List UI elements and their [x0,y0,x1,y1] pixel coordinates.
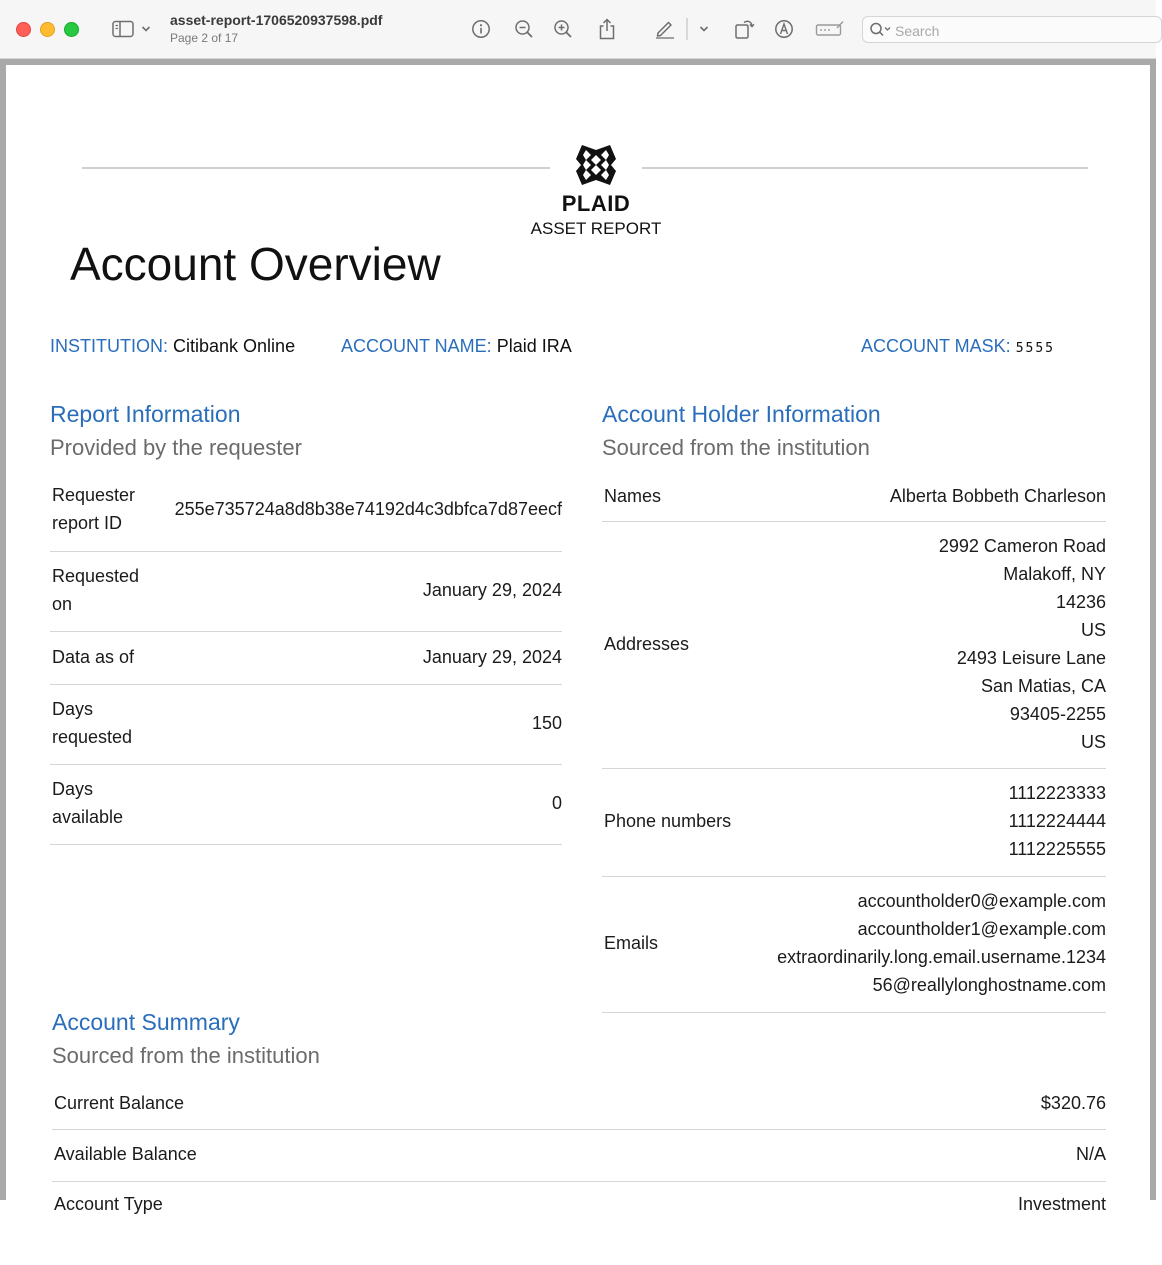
zoom-in-button[interactable] [550,14,576,44]
table-row [602,877,1106,1013]
minimize-window-button[interactable] [40,22,55,37]
account-summary-title: Account Summary [52,1009,240,1035]
page-title: Account Overview [70,238,441,290]
page-indicator: Page 2 of 17 [170,31,239,45]
institution-label: INSTITUTION: [50,336,168,356]
row-label: Current Balance [54,1093,185,1113]
row-label: Names [604,486,662,506]
institution-field [50,336,295,357]
requester-report-id-value: 255e735724a8d8b38e74192d4c3dbfca7d87eecf [174,499,562,519]
table-row [50,685,562,765]
markup-options-button[interactable] [696,14,712,44]
rotate-button[interactable] [731,14,757,44]
zoom-out-icon [514,19,534,39]
emails-value: accountholder0@example.com accountholder1@example.com extraordinarily.long.email.username.1234 56@reallylonghostname.com [777,891,1106,995]
row-label: Addresses [604,634,690,654]
info-icon [471,19,491,39]
table-row [50,632,562,685]
account-name-label: ACCOUNT NAME: [341,336,492,356]
table-row [50,473,562,552]
row-label: Emails [604,933,659,953]
names-value: Alberta Bobbeth Charleson [889,486,1106,506]
row-label: Requested on [52,566,140,614]
row-label: Account Type [54,1194,163,1214]
report-label: ASSET REPORT [530,219,662,238]
row-label: Phone numbers [604,811,732,831]
form-fill-icon [815,20,845,38]
form-fill-button[interactable] [814,14,846,44]
chevron-down-icon [699,25,709,33]
close-window-button[interactable] [16,22,31,37]
info-button[interactable] [468,14,494,44]
account-name-field [341,336,572,357]
row-label: Days requested [52,699,133,747]
brand-name: PLAID [561,191,631,216]
account-mask-value: 5555 [1015,341,1056,356]
sidebar-options-button[interactable] [138,14,154,44]
toolbar [0,0,1156,59]
institution-value: Citibank Online [173,336,296,356]
days-requested-value: 150 [531,713,562,733]
addresses-value: 2992 Cameron Road Malakoff, NY 14236 US 2493 Leisure Lane San Matias, CA 93405-2255 US [938,536,1106,752]
zoom-out-button[interactable] [511,14,537,44]
zoom-in-icon [553,19,573,39]
rotate-icon [733,18,755,40]
row-label: Days available [52,779,124,827]
account-holder-subtitle: Sourced from the institution [602,435,870,460]
share-icon [597,18,617,40]
zoom-window-button[interactable] [64,22,79,37]
document-title: asset-report-1706520937598.pdf [170,12,383,28]
markup-pen-icon [654,19,676,39]
chevron-down-icon [141,25,151,33]
table-row [602,473,1106,522]
account-holder-table [602,473,1106,1013]
account-summary-table [52,1081,1106,1230]
annotate-button[interactable] [771,14,797,44]
pdf-page [6,65,1150,1265]
search-input[interactable] [893,20,1147,42]
header-rule-left [82,167,550,169]
phone-numbers-value: 1112223333 1112224444 1112225555 [1008,783,1106,859]
search-icon [869,21,893,44]
toolbar-divider [686,18,688,40]
table-row [602,522,1106,769]
search-field[interactable] [862,16,1162,43]
days-available-value: 0 [551,793,562,813]
markup-circle-icon [774,19,794,39]
sidebar-toggle-button[interactable] [110,14,136,44]
account-mask-label: ACCOUNT MASK: [861,336,1011,356]
table-row [50,552,562,632]
table-row [602,769,1106,877]
account-type-value: Investment [1017,1194,1106,1214]
document-canvas[interactable] [0,59,1156,1214]
table-row [50,765,562,845]
share-button[interactable] [594,14,620,44]
report-information-table [50,473,562,845]
requested-on-value: January 29, 2024 [422,580,562,600]
sidebar-icon [112,20,134,38]
row-label: Data as of [52,647,135,667]
table-row [52,1081,1106,1130]
table-row [52,1182,1106,1230]
table-row [52,1130,1106,1182]
account-holder-title: Account Holder Information [602,401,881,427]
row-label: Requester report ID [52,485,136,533]
current-balance-value: $320.76 [1040,1093,1106,1113]
available-balance-value: N/A [1075,1144,1106,1164]
account-summary-subtitle: Sourced from the institution [52,1043,320,1068]
report-information-title: Report Information [50,401,241,427]
plaid-logo-icon [572,141,620,189]
report-information-subtitle: Provided by the requester [50,435,302,460]
data-as-of-value: January 29, 2024 [422,647,562,667]
row-label: Available Balance [54,1144,197,1164]
account-mask-field [861,336,1055,357]
account-name-value: Plaid IRA [496,336,572,356]
header-rule-right [642,167,1088,169]
markup-button[interactable] [652,14,678,44]
